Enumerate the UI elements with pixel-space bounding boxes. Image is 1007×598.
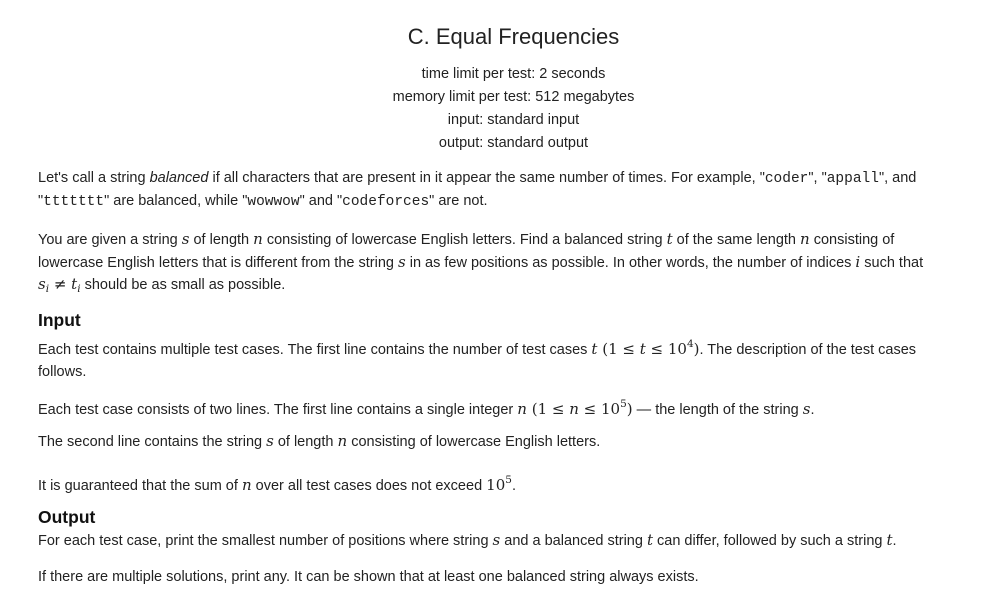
text: Each test case consists of two lines. The first line contains a single integer bbox=[38, 402, 518, 418]
output-spec: output: standard output bbox=[438, 135, 589, 151]
text: and a balanced string bbox=[500, 533, 647, 549]
math-operator: ≠ bbox=[49, 275, 72, 293]
math-expr: ) bbox=[626, 400, 633, 418]
text: over all test cases does not exceed bbox=[251, 478, 487, 494]
math-exponent: 5 bbox=[505, 474, 512, 486]
text: . bbox=[892, 533, 897, 549]
math-var: t bbox=[646, 531, 653, 549]
text: " are balanced, while " bbox=[104, 192, 248, 209]
text: It is guaranteed that the sum of bbox=[38, 478, 242, 494]
math-expr: ≤ 10 bbox=[578, 400, 621, 418]
input-paragraph-3 bbox=[38, 431, 600, 454]
math-var: s bbox=[397, 252, 406, 271]
math-var: t bbox=[639, 340, 646, 358]
math-var: t bbox=[71, 275, 78, 293]
input-paragraph-1 bbox=[38, 334, 916, 383]
math-var: t bbox=[666, 230, 673, 248]
input-paragraph-2 bbox=[38, 394, 814, 422]
memory-limit: memory limit per test: 512 megabytes bbox=[392, 89, 635, 105]
text: in as few positions as possible. In other words, the number of indices bbox=[405, 254, 856, 271]
text: . The description of the test cases bbox=[699, 342, 917, 358]
text: . bbox=[810, 402, 815, 418]
math-expr: ) bbox=[693, 340, 700, 358]
text: such that bbox=[860, 254, 924, 271]
text: consisting of lowercase English letters. bbox=[347, 434, 601, 450]
code-example: ttttttt bbox=[43, 193, 105, 210]
math-exponent: 4 bbox=[686, 338, 694, 350]
legend-paragraph-1 bbox=[38, 168, 916, 213]
math-var: s bbox=[802, 400, 811, 418]
math-var: s bbox=[38, 275, 46, 293]
code-example: appall bbox=[826, 171, 879, 187]
text: can differ, followed by such a string bbox=[653, 533, 887, 549]
text: " are not. bbox=[429, 192, 488, 209]
code-example: coder bbox=[764, 171, 809, 187]
text: The second line contains the string bbox=[38, 434, 267, 450]
output-heading: Output bbox=[38, 507, 96, 527]
text: For each test case, print the smallest number of positions where string bbox=[38, 533, 493, 549]
input-spec: input: standard input bbox=[447, 112, 580, 128]
math-var: t bbox=[591, 340, 598, 358]
text: ", " bbox=[808, 170, 827, 186]
problem-title: C. Equal Frequencies bbox=[407, 24, 620, 49]
text: of length bbox=[189, 232, 254, 248]
math-expr: (1 ≤ bbox=[597, 340, 640, 358]
text: Let's call a string bbox=[38, 170, 150, 186]
math-var: s bbox=[266, 432, 274, 450]
math-var: i bbox=[855, 252, 861, 271]
input-paragraph-4 bbox=[38, 470, 516, 498]
text: should be as small as possible. bbox=[80, 277, 286, 293]
text: lowercase English letters that is different from the string bbox=[38, 254, 398, 271]
math-var: t bbox=[886, 531, 893, 549]
math-var: n bbox=[337, 432, 348, 450]
math-var: s bbox=[492, 531, 501, 549]
output-paragraph-2 bbox=[38, 567, 699, 589]
code-example: codeforces bbox=[342, 193, 430, 210]
text: consisting of bbox=[809, 232, 895, 248]
time-limit: time limit per test: 2 seconds bbox=[421, 66, 606, 82]
math-var: n bbox=[569, 400, 579, 418]
legend-paragraph-2 bbox=[38, 229, 923, 301]
math-var: n bbox=[253, 230, 263, 248]
text: Each test contains multiple test cases. The first line contains the number of test cases bbox=[38, 342, 592, 358]
text: if all characters that are present in it appear the same number of times. For example, " bbox=[208, 170, 765, 186]
text: of length bbox=[273, 434, 338, 450]
text: consisting of lowercase English letters. Find a balanced string bbox=[262, 232, 667, 248]
text: . bbox=[511, 478, 516, 494]
math-exponent: 5 bbox=[620, 398, 627, 410]
math-expr: ≤ 10 bbox=[645, 340, 687, 358]
math-var: n bbox=[800, 230, 810, 248]
input-heading: Input bbox=[38, 310, 81, 330]
text: ", and bbox=[878, 170, 917, 186]
math-expr: (1 ≤ bbox=[526, 400, 570, 418]
math-subscript: i bbox=[45, 283, 50, 295]
math-subscript: i bbox=[77, 283, 81, 295]
math-var: n bbox=[517, 400, 527, 418]
text: follows. bbox=[38, 363, 87, 380]
problem-limits bbox=[0, 63, 1007, 155]
text: — the length of the string bbox=[632, 402, 803, 418]
code-example: wowwow bbox=[247, 193, 300, 210]
math-expr: 10 bbox=[486, 476, 506, 494]
text: " and " bbox=[299, 192, 343, 209]
text: " bbox=[38, 192, 44, 209]
text: If there are multiple solutions, print any. It can be shown that at least one balanced string always exists. bbox=[38, 569, 699, 585]
text: You are given a string bbox=[38, 232, 182, 248]
math-var: s bbox=[181, 230, 190, 248]
term-balanced: balanced bbox=[149, 170, 209, 186]
math-var: n bbox=[241, 476, 252, 494]
output-paragraph-1 bbox=[38, 530, 897, 553]
problem-header bbox=[0, 22, 1007, 155]
text: of the same length bbox=[672, 232, 801, 248]
